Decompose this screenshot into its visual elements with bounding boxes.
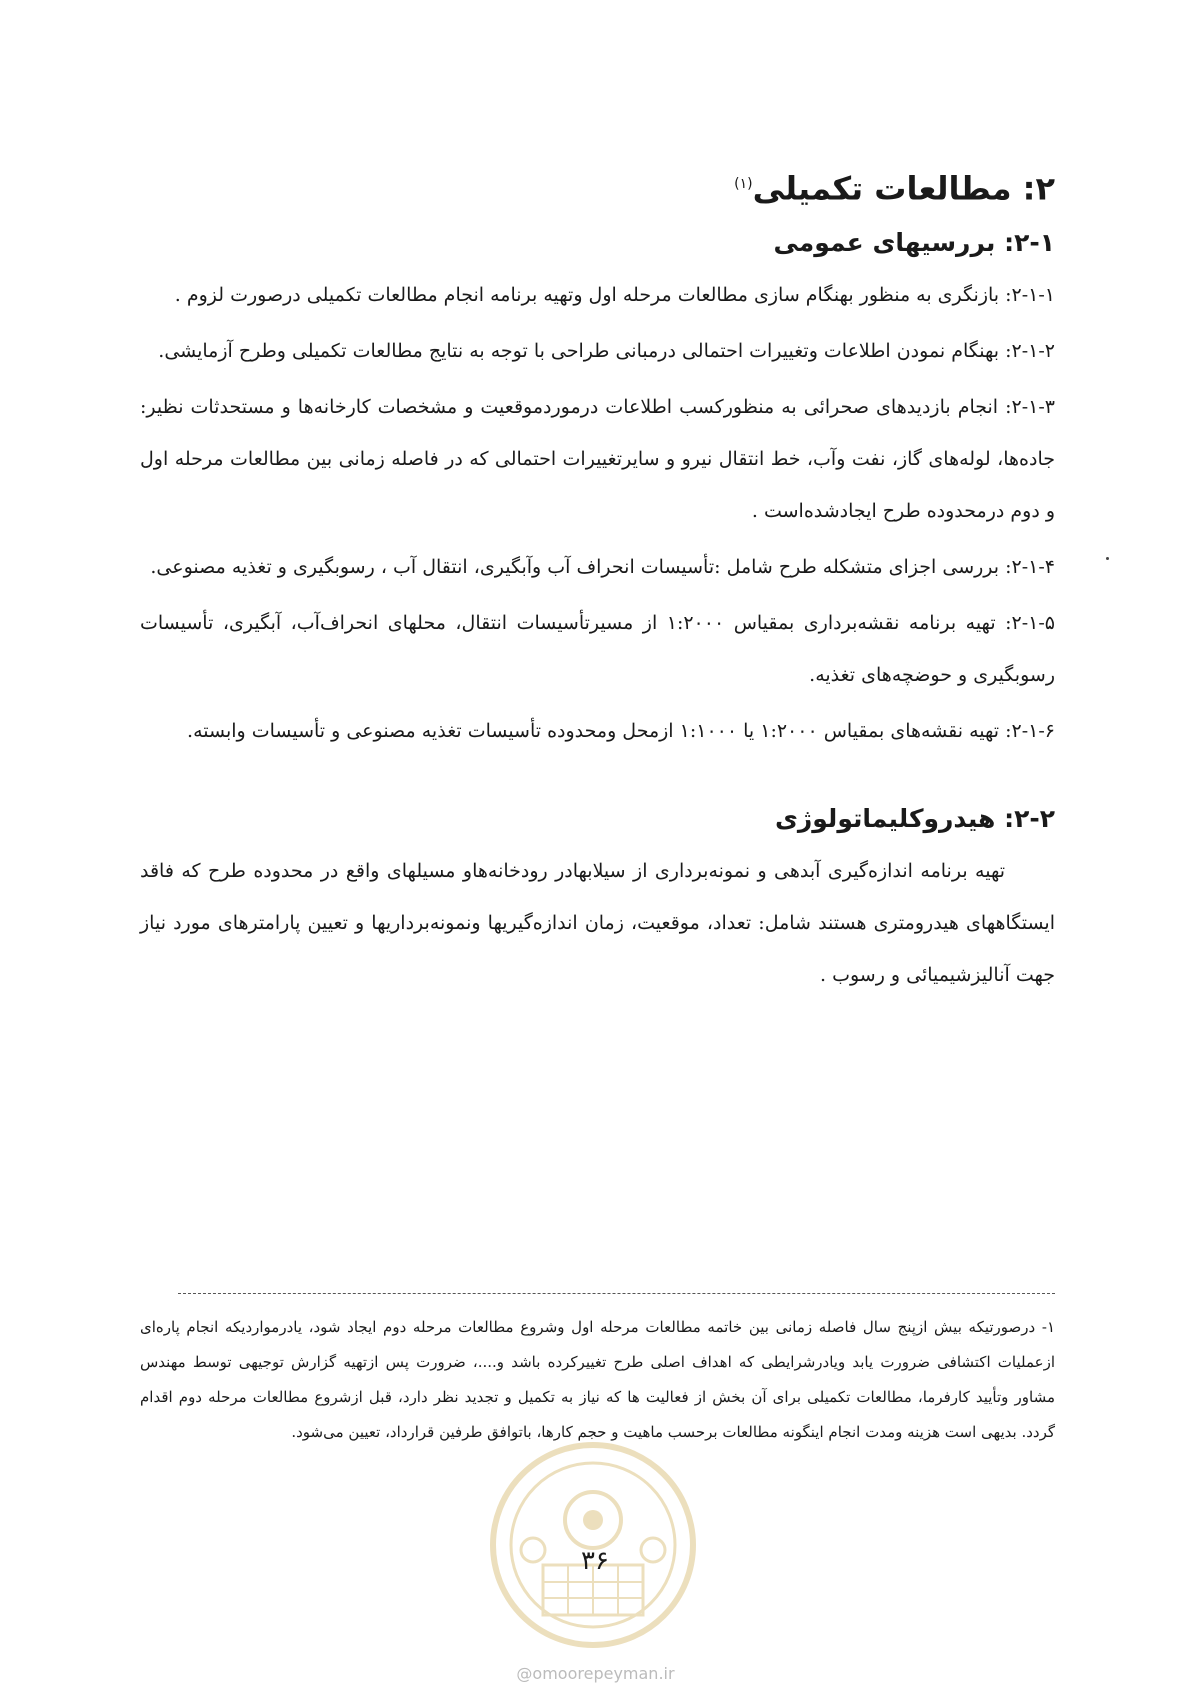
item-text: بهنگام نمودن اطلاعات وتغییرات احتمالی درمبانی طراحی با توجه به نتایج مطالعات تکمیلی وطرح آزمایشی. <box>158 339 1000 362</box>
footnote-text: ۱- درصورتیکه بیش ازپنج سال فاصله زمانی بین خاتمه مطالعات مرحله اول وشروع مطالعات مرحله دوم ایجاد شود، یادرمواردیکه انجام پاره‌ای ازعملیات اکتشافی ضرورت یابد ویادرشرایطی که اهداف اصلی طرح تغییرکرده باشد و....، ضرورت پس ازتهیه گزارش توجیهی توسط مهندس مشاور وتأیید کارفرما، مطالعات تکمیلی برای آن بخش از فعالیت ها که نیاز به تکمیل و تجدید نظر دارد، قبل ازشروع مطالعات مرحله دوم اقدام گردد. بدیهی است هزینه ومدت انجام اینگونه مطالعات برحسب ماهیت و حجم کارها، باتوافق طرفین قرارداد، تعیین می‌شود. <box>140 1318 1055 1441</box>
footnote-reference[interactable]: (۱) <box>734 176 753 192</box>
page-number: ۳۶ <box>581 1546 609 1576</box>
footnote-divider <box>178 1293 1055 1294</box>
page-title-text: ۲: مطالعات تکمیلی <box>752 169 1055 208</box>
item-number: ۲-۱-۳: <box>1005 395 1055 418</box>
paragraph-2-1-6 <box>140 705 1055 757</box>
section-spacer <box>140 761 1055 799</box>
item-number: ۲-۱-۱: <box>1005 283 1055 306</box>
paragraph-2-1-1 <box>140 269 1055 321</box>
omoorepeyman-seal-icon <box>488 1440 698 1650</box>
item-number: ۲-۱-۶: <box>1005 719 1055 742</box>
website-watermark: @omoorepeyman.ir <box>516 1664 675 1683</box>
item-text: تهیه برنامه نقشه‌برداری بمقیاس ۱:۲۰۰۰ از مسیرتأسیسات انتقال، محلهای انحراف‌آب، آبگیری، تأسیسات رسوبگیری و حوضچه‌های تغذیه. <box>140 611 1055 686</box>
paragraph-2-1-2 <box>140 325 1055 377</box>
item-text: انجام بازدیدهای صحرائی به منظورکسب اطلاعات درموردموقعیت و مشخصات کارخانه‌ها و مستحدثات نظیر: جاده‌ها، لوله‌های گاز، نفت وآب، خط انتقال نیرو و سایرتغییرات احتمالی که در فاصله زمانی بین مطالعات مرحله اول و دوم درمحدوده طرح ایجادشده‌است . <box>140 395 1055 522</box>
main-content <box>140 160 1055 1001</box>
item-number: ۲-۱-۲: <box>1005 339 1055 362</box>
page-title <box>140 160 1055 213</box>
item-text: بررسی اجزای متشکله طرح شامل :تأسیسات انحراف آب وآبگیری، انتقال آب ، رسوبگیری و تغذیه مصنوعی. <box>150 555 1000 578</box>
paragraph-hydroclimatology: تهیه برنامه اندازه‌گیری آبدهی و نمونه‌برداری از سیلابهادر رودخانه‌هاو مسیلهای واقع در محدوده طرح که فاقد ایستگاههای هیدرومتری هستند شامل: تعداد، موقعیت، زمان اندازه‌گیریها ونمونه‌برداریها و تعیین پارامترهای مورد نیاز جهت آنالیزشیمیائی و رسوب . <box>140 859 1055 986</box>
item-number: ۲-۱-۴: <box>1005 555 1055 578</box>
item-number: ۲-۱-۵: <box>1005 611 1055 634</box>
paragraph-2-1-5 <box>140 597 1055 701</box>
margin-mark <box>1106 557 1109 560</box>
paragraph-2-1-4 <box>140 541 1055 593</box>
paragraph-2-1-3 <box>140 381 1055 537</box>
item-text: تهیه نقشه‌های بمقیاس ۱:۲۰۰۰ یا ۱:۱۰۰۰ ازمحل ومحدوده تأسیسات تغذیه مصنوعی و تأسیسات وابسته. <box>187 719 1000 742</box>
item-text: بازنگری به منظور بهنگام سازی مطالعات مرحله اول وتهیه برنامه انجام مطالعات تکمیلی درصورت لزوم . <box>174 283 1000 306</box>
section-heading-general-studies: ۲-۱: بررسیهای عمومی <box>773 227 1055 257</box>
section-heading-hydroclimatology: ۲-۲: هیدروکلیماتولوژی <box>774 803 1055 833</box>
